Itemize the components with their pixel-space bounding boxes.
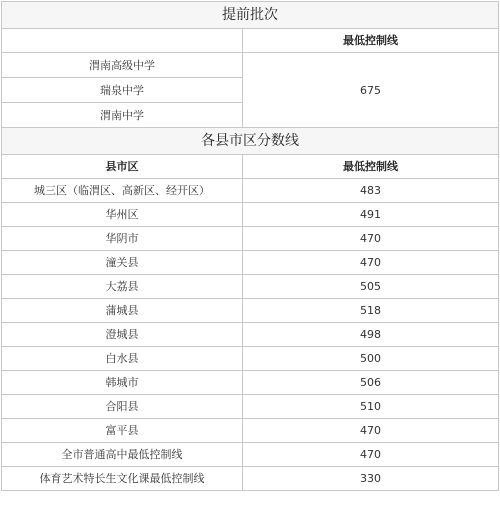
table-row bbox=[2, 275, 499, 299]
header-row bbox=[2, 155, 499, 179]
table-row bbox=[2, 227, 499, 251]
early-batch-score: 675 bbox=[243, 53, 499, 128]
table-row bbox=[2, 53, 499, 78]
region-score: 491 bbox=[243, 203, 499, 227]
header-region: 县市区 bbox=[2, 155, 243, 179]
region-name: 韩城市 bbox=[2, 371, 243, 395]
region-score: 510 bbox=[243, 395, 499, 419]
region-score: 498 bbox=[243, 323, 499, 347]
region-score: 506 bbox=[243, 371, 499, 395]
region-name: 蒲城县 bbox=[2, 299, 243, 323]
table-row bbox=[2, 467, 499, 491]
admission-score-table bbox=[1, 1, 499, 491]
table-row bbox=[2, 299, 499, 323]
region-name: 全市普通高中最低控制线 bbox=[2, 443, 243, 467]
table-row bbox=[2, 419, 499, 443]
section-title-early-batch: 提前批次 bbox=[2, 2, 499, 29]
region-name: 潼关县 bbox=[2, 251, 243, 275]
region-name: 富平县 bbox=[2, 419, 243, 443]
region-name: 合阳县 bbox=[2, 395, 243, 419]
school-name: 渭南高级中学 bbox=[2, 53, 243, 78]
table-row bbox=[2, 443, 499, 467]
region-name: 大荔县 bbox=[2, 275, 243, 299]
table-row bbox=[2, 251, 499, 275]
region-name: 体育艺术特长生文化课最低控制线 bbox=[2, 467, 243, 491]
section-title-row bbox=[2, 128, 499, 155]
header-min-score: 最低控制线 bbox=[243, 29, 499, 53]
header-row bbox=[2, 29, 499, 53]
region-score: 470 bbox=[243, 227, 499, 251]
region-name: 白水县 bbox=[2, 347, 243, 371]
region-name: 华阴市 bbox=[2, 227, 243, 251]
region-name: 华州区 bbox=[2, 203, 243, 227]
region-score: 518 bbox=[243, 299, 499, 323]
table-row bbox=[2, 347, 499, 371]
region-name: 城三区（临渭区、高新区、经开区） bbox=[2, 179, 243, 203]
table-row bbox=[2, 179, 499, 203]
region-score: 470 bbox=[243, 251, 499, 275]
region-score: 483 bbox=[243, 179, 499, 203]
table-row bbox=[2, 203, 499, 227]
header-min-score: 最低控制线 bbox=[243, 155, 499, 179]
school-name: 瑞泉中学 bbox=[2, 78, 243, 103]
region-score: 470 bbox=[243, 419, 499, 443]
table-row bbox=[2, 395, 499, 419]
region-score: 505 bbox=[243, 275, 499, 299]
region-score: 470 bbox=[243, 443, 499, 467]
region-name: 澄城县 bbox=[2, 323, 243, 347]
header-empty-cell bbox=[2, 29, 243, 53]
table-row bbox=[2, 371, 499, 395]
region-score: 500 bbox=[243, 347, 499, 371]
section-title-county-scores: 各县市区分数线 bbox=[2, 128, 499, 155]
region-score: 330 bbox=[243, 467, 499, 491]
school-name: 渭南中学 bbox=[2, 103, 243, 128]
section-title-row bbox=[2, 2, 499, 29]
table-row bbox=[2, 323, 499, 347]
